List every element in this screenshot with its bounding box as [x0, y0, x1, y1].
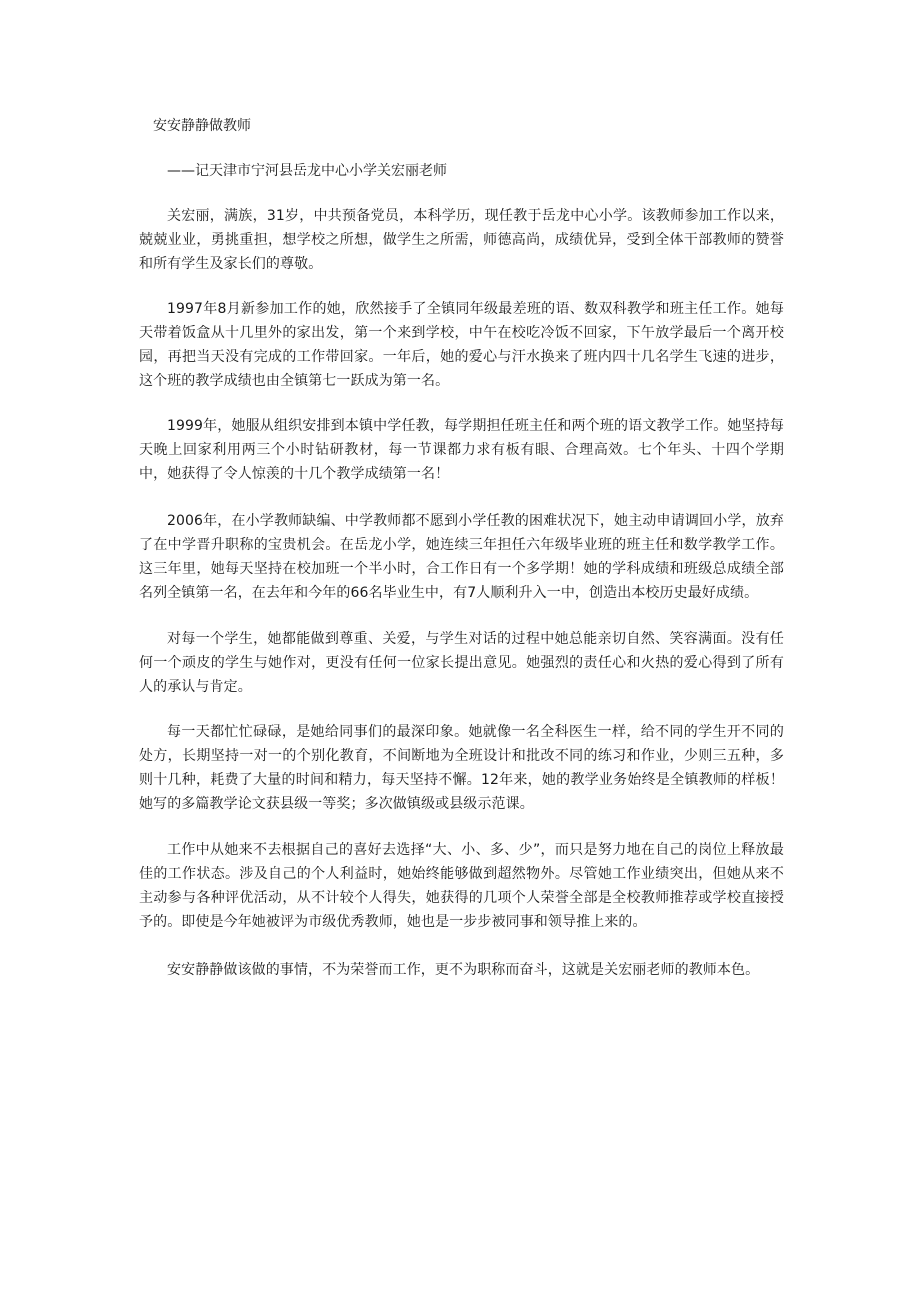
- paragraph-2006: 2006年，在小学教师缺编、中学教师都不愿到小学任教的困难状况下，她主动申请调回小学，放弃了在中学晋升职称的宝贵机会。在岳龙小学，她连续三年担任六年级毕业班的班主任和数学教学工作。这三年里，她每天坚持在校加班一个半小时，合工作日有一个多学期！她的学科成绩和班级总成绩全部名列全镇第一名，在去年和今年的66名毕业生中，有7人顺利升入一中，创造出本校历史最好成绩。: [139, 513, 784, 601]
- document-title: 安安静静做教师: [153, 118, 251, 134]
- paragraph-intro: 关宏丽，满族，31岁，中共预备党员，本科学历，现任教于岳龙中心小学。该教师参加工作以来，兢兢业业，勇挑重担，想学校之所想，做学生之所需，师德高尚，成绩优异，受到全体干部教师的赞誉和所有学生及家长们的尊敬。: [139, 208, 784, 272]
- paragraph-work-attitude: 工作中从她来不去根据自己的喜好去选择“大、小、多、少”，而只是努力地在自己的岗位上释放最佳的工作状态。涉及自己的个人利益时，她始终能够做到超然物外。尽管她工作业绩突出，但她从来不主动参与各种评优活动，从不计较个人得失，她获得的几项个人荣誉全部是全校教师推荐或学校直接授予的。即使是今年她被评为市级优秀教师，她也是一步步被同事和领导推上来的。: [139, 842, 784, 930]
- paragraph-1999: 1999年，她服从组织安排到本镇中学任教，每学期担任班主任和两个班的语文教学工作。她坚持每天晚上回家利用两三个小时钻研教材，每一节课都力求有板有眼、合理高效。七个年头、十四个学期中，她获得了令人惊羡的十几个教学成绩第一名！: [139, 418, 784, 482]
- paragraph-busy: 每一天都忙忙碌碌，是她给同事们的最深印象。她就像一名全科医生一样，给不同的学生开不同的处方，长期坚持一对一的个别化教育，不间断地为全班设计和批改不同的练习和作业，少则三五种，多则十几种，耗费了大量的时间和精力，每天坚持不懈。12年来，她的教学业务始终是全镇教师的样板！她写的多篇教学论文获县级一等奖；多次做镇级或县级示范课。: [139, 724, 784, 812]
- paragraph-conclusion: 安安静静做该做的事情，不为荣誉而工作，更不为职称而奋斗，这就是关宏丽老师的教师本色。: [167, 962, 760, 978]
- paragraph-students: 对每一个学生，她都能做到尊重、关爱，与学生对话的过程中她总能亲切自然、笑容满面。没有任何一个顽皮的学生与她作对，更没有任何一位家长提出意见。她强烈的责任心和火热的爱心得到了所有人的承认与肯定。: [139, 631, 784, 695]
- document-subtitle: ——记天津市宁河县岳龙中心小学关宏丽老师: [167, 163, 447, 179]
- paragraph-1997: 1997年8月新参加工作的她，欣然接手了全镇同年级最差班的语、数双科教学和班主任工作。她每天带着饭盒从十几里外的家出发，第一个来到学校，中午在校吃冷饭不回家，下午放学最后一个离开校园，再把当天没有完成的工作带回家。一年后，她的爱心与汗水换来了班内四十几名学生飞速的进步，这个班的教学成绩也由全镇第七一跃成为第一名。: [139, 301, 784, 389]
